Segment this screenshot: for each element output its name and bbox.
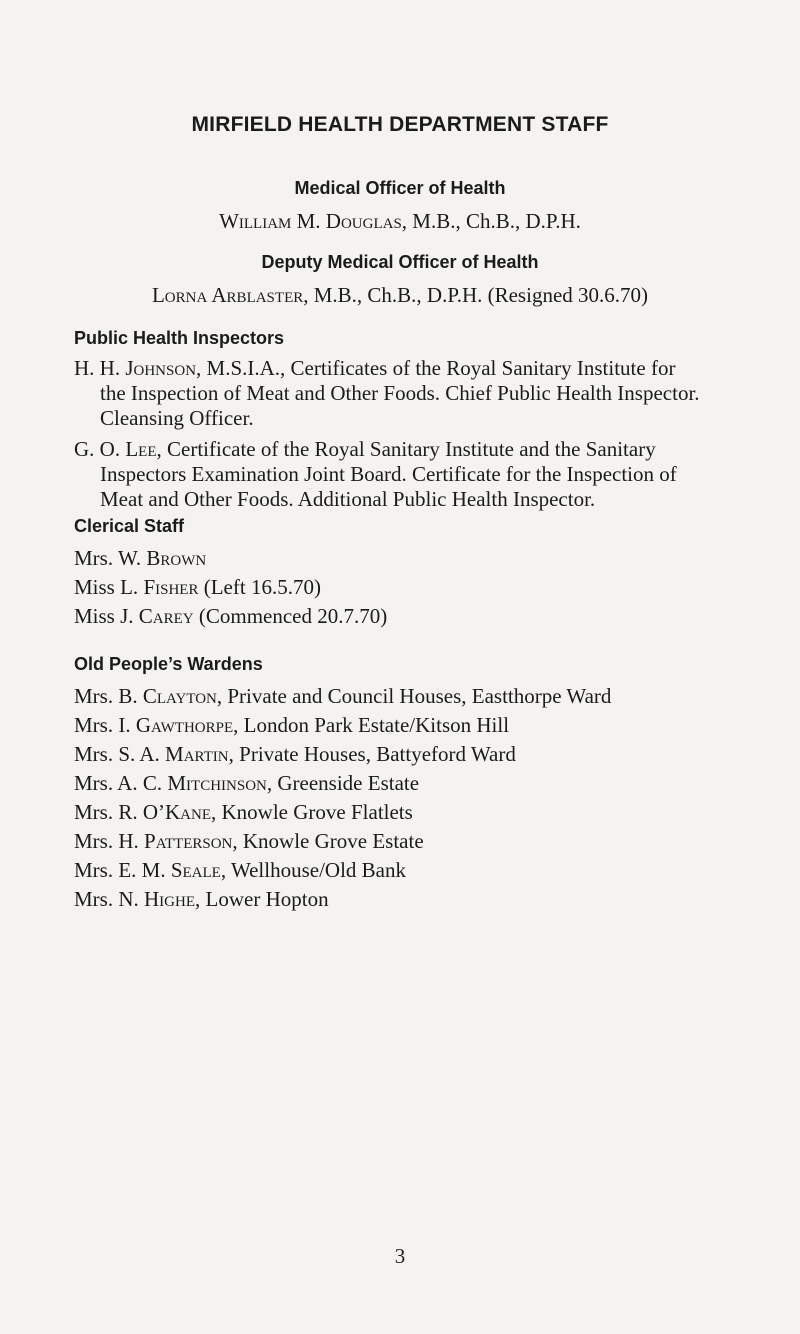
person-name: Clayton: [142, 684, 217, 708]
inspector-entry: [74, 437, 734, 512]
medical-officer-section: [0, 176, 800, 234]
person-prefix: Miss L.: [74, 575, 144, 599]
person-name: Highe: [144, 887, 196, 911]
inspector-entry: [74, 356, 734, 431]
medical-officer-name: William M. Douglas: [219, 209, 402, 233]
person-detail: , Lower Hopton: [195, 887, 329, 911]
inspectors-heading: Public Health Inspectors: [74, 328, 285, 348]
person-name: Mitchinson: [167, 771, 267, 795]
inspector-prefix: H. H.: [74, 356, 126, 380]
person-detail: , Knowle Grove Flatlets: [211, 800, 413, 824]
person-name: Carey: [138, 604, 194, 628]
person-detail: , Private and Council Houses, Eastthorpe Ward: [216, 684, 612, 708]
inspector-line: Cleansing Officer.: [100, 406, 254, 430]
warden-item: [74, 798, 734, 827]
wardens-heading: Old People’s Wardens: [74, 654, 263, 674]
warden-item: [74, 856, 734, 885]
inspector-line: , M.S.I.A., Certificates of the Royal Sanitary Institute for: [196, 356, 676, 380]
person-prefix: Mrs. A. C.: [74, 771, 168, 795]
clerical-heading: Clerical Staff: [74, 516, 185, 536]
inspector-line: Meat and Other Foods. Additional Public Health Inspector.: [100, 487, 596, 511]
deputy-officer-quals: , M.B., Ch.B., D.P.H. (Resigned 30.6.70): [303, 283, 649, 307]
person-prefix: Mrs. S. A.: [74, 742, 166, 766]
person-detail: , Greenside Estate: [266, 771, 420, 795]
warden-item: [74, 769, 734, 798]
person-name: Fisher: [143, 575, 199, 599]
warden-item: [74, 711, 734, 740]
inspector-line: , Certificate of the Royal Sanitary Institute and the Sanitary: [156, 437, 656, 461]
person-detail: (Commenced 20.7.70): [193, 604, 388, 628]
page-title: MIRFIELD HEALTH DEPARTMENT STAFF: [191, 113, 609, 136]
warden-item: [74, 827, 734, 856]
person-prefix: Mrs. I.: [74, 713, 136, 737]
person-detail: , Wellhouse/Old Bank: [220, 858, 406, 882]
page-number: 3: [394, 1244, 406, 1268]
person-name: Patterson: [144, 829, 233, 853]
person-name: Gawthorpe: [135, 713, 234, 737]
person-name: Seale: [170, 858, 221, 882]
inspectors-section: [74, 326, 734, 512]
person-prefix: Mrs. H.: [74, 829, 145, 853]
person-prefix: Mrs. B.: [74, 684, 143, 708]
deputy-officer-heading: Deputy Medical Officer of Health: [261, 252, 539, 272]
deputy-officer-name: Lorna Arblaster: [151, 283, 304, 307]
person-prefix: Mrs. R.: [74, 800, 143, 824]
person-detail: , London Park Estate/Kitson Hill: [233, 713, 510, 737]
person-prefix: Miss J.: [74, 604, 139, 628]
deputy-officer-section: [0, 250, 800, 308]
warden-item: [74, 740, 734, 769]
wardens-section: [74, 652, 734, 914]
person-detail: , Knowle Grove Estate: [232, 829, 424, 853]
clerical-item: [74, 602, 734, 631]
person-name: O’Kane: [142, 800, 212, 824]
person-prefix: Mrs. W.: [74, 546, 147, 570]
person-detail: , Private Houses, Battyeford Ward: [228, 742, 516, 766]
clerical-item: [74, 573, 734, 602]
warden-item: [74, 682, 734, 711]
inspector-name: Lee: [125, 437, 157, 461]
clerical-item: [74, 544, 734, 573]
inspector-name: Johnson: [125, 356, 197, 380]
deputy-officer-name-line: [0, 282, 800, 308]
inspector-line: the Inspection of Meat and Other Foods. Chief Public Health Inspector.: [100, 381, 700, 405]
medical-officer-quals: , M.B., Ch.B., D.P.H.: [401, 209, 581, 233]
person-name: Martin: [165, 742, 229, 766]
person-prefix: Mrs. E. M.: [74, 858, 171, 882]
clerical-section: [74, 514, 734, 631]
person-prefix: Mrs. N.: [74, 887, 145, 911]
person-detail: (Left 16.5.70): [198, 575, 321, 599]
warden-item: [74, 885, 734, 914]
medical-officer-heading: Medical Officer of Health: [294, 178, 506, 198]
medical-officer-name-line: [0, 208, 800, 234]
inspector-line: Inspectors Examination Joint Board. Certificate for the Inspection of: [100, 462, 677, 486]
inspector-prefix: G. O.: [74, 437, 126, 461]
person-name: Brown: [146, 546, 207, 570]
